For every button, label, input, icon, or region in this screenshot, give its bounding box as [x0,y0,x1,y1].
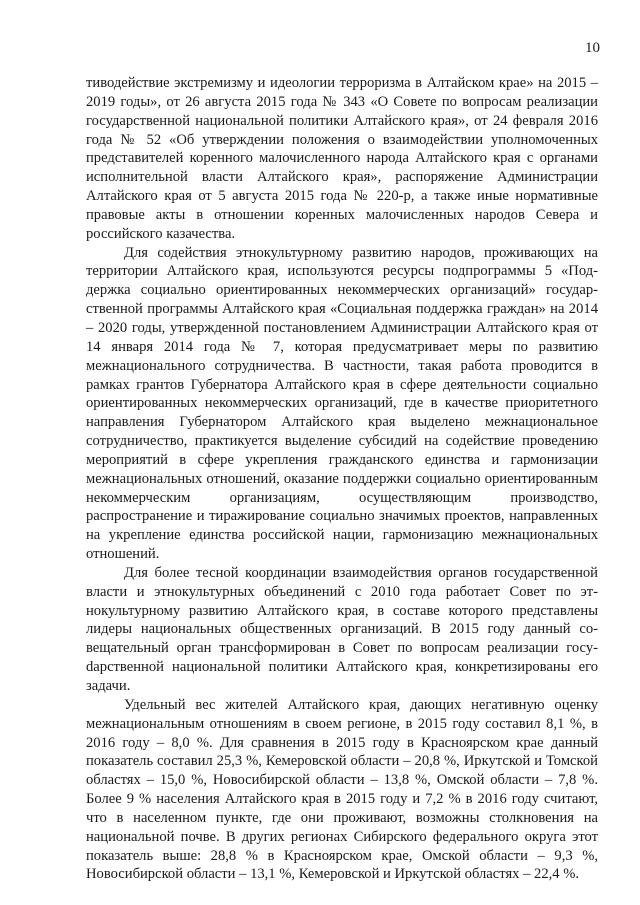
document-body [86,74,598,884]
page-number: 10 [585,40,600,56]
paragraph-continuation: тиводействие экстремизму и идеологии терроризма в Алтайском крае» на 2015 – 2019 годы», от 26 августа 2015 года № 343 «О Совете по вопросам реализации государственной национальной политики Алтайского края», от 24 февраля 2016 года № 52 «Об утверждении положения о взаимодействии уполномоченных представителей коренного малочисленного народа Алтайского края с органами исполнительной власти Алтайского края», распоряжение Администрации Алтайского края от 5 августа 2015 года № 220-р, а также иные нормативные правовые акты в отношении коренных малочисленных народов Севера и российского казачества. [86,75,598,242]
paragraph-statistics: Удельный вес жителей Алтайского края, дающих негативную оценку межнациональным отношениям в своем регионе, в 2015 году составил 8,1 %, в 2016 году – 8,0 %. Для сравнения в 2015 году в Красноярском крае данный показатель составил 25,3 %, Кемеровской области – 20,8 %, Иркутской и Томской областях – 15,0 %, Новосибирской области – 13,8 %, Омской области – 7,8 %. Более 9 % населения Алтайского края в 2015 году и 7,2 % в 2016 году считают, что в населенном пункте, где они проживают, возможны столкновения на национальной почве. В других регионах Сибирского федерального округа этот показатель выше: 28,8 % в Красноярском крае, Омской области – 9,3 %, Новосибирской области – 13,1 %, Кемеровской и Иркутской областях – 22,4 %. [86,696,598,883]
paragraph-ethnocultural-support: Для содействия этнокультурному развитию народов, проживающих на территории Алтайского края, используются ресурсы подпрограммы 5 «Поддержка социально ориентированных некоммерческих организаций» государственной программы Алтайского края «Социальная поддержка граждан» на 2014 – 2020 годы, утвержденной постановлением Администрации Алтайского края от 14 января 2014 года № 7, которая предусматривает меры по развитию межнационального сотрудничества. В частности, такая работа проводится в рамках грантов Губернатора Алтайского края в сфере деятельности социально ориентированных некоммерческих организаций, где в качестве приоритетного направления Губернатором Алтайского края выделено межнациональное сотрудничество, практикуется выделение субсидий на содействие проведению мероприятий в сфере укрепления гражданского единства и гармонизации межнациональных отношений, оказание поддержки социально ориентированным некоммерческим организациям, осуществляющим производство, распространение и тиражирование социально значимых проектов, направленных на укрепление единства российской нации, гармонизацию межнациональных отношений. [86,244,598,563]
paragraph-coordination-council: Для более тесной координации взаимодействия органов государственной власти и этнокультурных объединений с 2010 года работает Совет по этнокультурному развитию Алтайского края, в составе которого представлены лидеры национальных общественных организаций. В 2015 году данный совещательный орган трансформирован в Совет по вопросам реализации госуdарственной национальной политики Алтайского края, конкретизированы его задачи. [86,564,598,694]
